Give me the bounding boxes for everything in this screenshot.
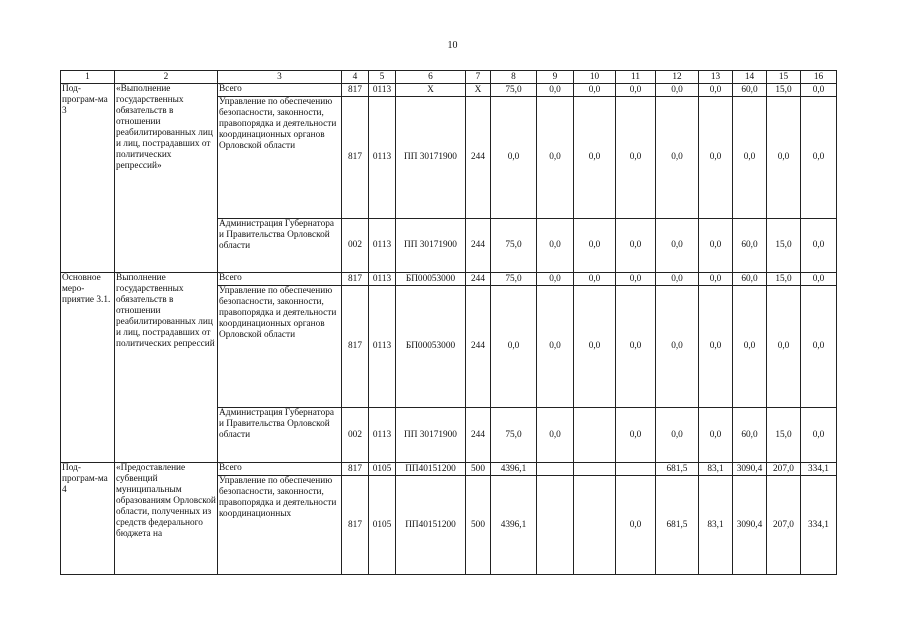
grbs-code: 817 <box>342 84 369 97</box>
expense-type: Х <box>466 84 491 97</box>
value-cell: 15,0 <box>767 273 801 286</box>
target-code: ПП40151200 <box>396 476 466 575</box>
value-cell: 75,0 <box>491 408 537 463</box>
grbs-code: 817 <box>342 97 369 219</box>
value-cell: 0,0 <box>616 476 656 575</box>
value-cell: 0,0 <box>574 97 616 219</box>
value-cell <box>574 408 616 463</box>
program-name: «Выполнение государственных обязательств в отношении реабилитированных лиц и лиц, пострадавших от политических репрессий» <box>115 84 218 273</box>
expense-type: 244 <box>466 97 491 219</box>
value-cell: 0,0 <box>491 97 537 219</box>
value-cell: 0,0 <box>616 286 656 408</box>
value-cell: 0,0 <box>733 286 767 408</box>
value-cell <box>574 476 616 575</box>
value-cell: 0,0 <box>537 273 574 286</box>
value-cell <box>616 463 656 476</box>
value-cell: 0,0 <box>574 219 616 273</box>
value-cell: 0,0 <box>656 286 699 408</box>
column-number: 12 <box>656 71 699 84</box>
column-number: 4 <box>342 71 369 84</box>
value-cell: 60,0 <box>733 273 767 286</box>
executor: Управление по обеспечению безопасности, законности, правопорядка и деятельности координационных органов Орловской области <box>218 97 342 219</box>
value-cell: 0,0 <box>616 219 656 273</box>
value-cell: 0,0 <box>767 97 801 219</box>
value-cell: 15,0 <box>767 84 801 97</box>
value-cell: 0,0 <box>801 273 837 286</box>
value-cell: 0,0 <box>537 97 574 219</box>
grbs-code: 817 <box>342 286 369 408</box>
value-cell: 75,0 <box>491 219 537 273</box>
value-cell: 0,0 <box>699 97 733 219</box>
table-row <box>61 273 837 286</box>
value-cell <box>574 463 616 476</box>
value-cell: 3090,4 <box>733 476 767 575</box>
value-cell: 0,0 <box>699 84 733 97</box>
value-cell: 75,0 <box>491 273 537 286</box>
value-cell: 0,0 <box>491 286 537 408</box>
value-cell: 60,0 <box>733 408 767 463</box>
value-cell: 0,0 <box>537 286 574 408</box>
column-number: 8 <box>491 71 537 84</box>
value-cell: 0,0 <box>801 84 837 97</box>
column-number: 11 <box>616 71 656 84</box>
value-cell: 0,0 <box>656 97 699 219</box>
value-cell: 0,0 <box>767 286 801 408</box>
value-cell: 0,0 <box>733 97 767 219</box>
value-cell <box>537 463 574 476</box>
value-cell: 0,0 <box>801 219 837 273</box>
value-cell: 0,0 <box>656 408 699 463</box>
value-cell: 681,5 <box>656 476 699 575</box>
value-cell: 681,5 <box>656 463 699 476</box>
expense-type: 500 <box>466 463 491 476</box>
section-code: 0113 <box>369 84 396 97</box>
executor: Всего <box>218 84 342 97</box>
value-cell: 83,1 <box>699 476 733 575</box>
value-cell: 0,0 <box>574 286 616 408</box>
target-code: ПП 30171900 <box>396 219 466 273</box>
value-cell: 334,1 <box>801 463 837 476</box>
program-name: Выполнение государственных обязательств в отношении реабилитированных лиц и лиц, пострадавших от политических репрессий <box>115 273 218 463</box>
program-label: Под-програм-ма 3 <box>61 84 115 273</box>
value-cell: 207,0 <box>767 463 801 476</box>
value-cell: 0,0 <box>656 219 699 273</box>
grbs-code: 817 <box>342 273 369 286</box>
value-cell: 0,0 <box>616 84 656 97</box>
value-cell: 0,0 <box>537 408 574 463</box>
value-cell: 0,0 <box>801 408 837 463</box>
section-code: 0113 <box>369 219 396 273</box>
value-cell: 4396,1 <box>491 463 537 476</box>
table-row <box>61 84 837 97</box>
value-cell: 83,1 <box>699 463 733 476</box>
grbs-code: 002 <box>342 408 369 463</box>
executor: Администрация Губернатора и Правительства Орловской области <box>218 219 342 273</box>
grbs-code: 817 <box>342 463 369 476</box>
column-number: 13 <box>699 71 733 84</box>
executor: Всего <box>218 273 342 286</box>
value-cell: 0,0 <box>537 84 574 97</box>
expense-type: 244 <box>466 219 491 273</box>
column-number: 3 <box>218 71 342 84</box>
column-number: 6 <box>396 71 466 84</box>
grbs-code: 002 <box>342 219 369 273</box>
section-code: 0113 <box>369 97 396 219</box>
expense-type: 244 <box>466 408 491 463</box>
target-code: БП00053000 <box>396 273 466 286</box>
value-cell: 334,1 <box>801 476 837 575</box>
expense-type: 244 <box>466 273 491 286</box>
section-code: 0113 <box>369 273 396 286</box>
column-number: 16 <box>801 71 837 84</box>
program-name: «Предоставление субвенций муниципальным образованиям Орловской области, полученных из средств федерального бюджета на <box>115 463 218 575</box>
page-number: 10 <box>447 40 458 51</box>
target-code: БП00053000 <box>396 286 466 408</box>
expense-type: 500 <box>466 476 491 575</box>
expense-type: 244 <box>466 286 491 408</box>
value-cell: 0,0 <box>616 97 656 219</box>
executor: Администрация Губернатора и Правительства Орловской области <box>218 408 342 463</box>
value-cell: 0,0 <box>616 273 656 286</box>
value-cell: 0,0 <box>801 286 837 408</box>
section-code: 0113 <box>369 286 396 408</box>
target-code: ПП40151200 <box>396 463 466 476</box>
section-code: 0113 <box>369 408 396 463</box>
table-row <box>61 463 837 476</box>
value-cell: 0,0 <box>537 219 574 273</box>
value-cell: 0,0 <box>656 273 699 286</box>
value-cell: 0,0 <box>699 219 733 273</box>
value-cell: 15,0 <box>767 219 801 273</box>
column-number: 15 <box>767 71 801 84</box>
value-cell: 4396,1 <box>491 476 537 575</box>
column-number: 5 <box>369 71 396 84</box>
executor: Управление по обеспечению безопасности, законности, правопорядка и деятельности координационных <box>218 476 342 575</box>
budget-table <box>60 70 837 575</box>
program-label: Под-програм-ма 4 <box>61 463 115 575</box>
column-number: 2 <box>115 71 218 84</box>
target-code: ПП 30171900 <box>396 408 466 463</box>
program-label: Основное меро-приятие 3.1. <box>61 273 115 463</box>
value-cell: 60,0 <box>733 219 767 273</box>
column-number: 10 <box>574 71 616 84</box>
value-cell <box>537 476 574 575</box>
target-code: ПП 30171900 <box>396 97 466 219</box>
value-cell: 207,0 <box>767 476 801 575</box>
value-cell: 0,0 <box>656 84 699 97</box>
value-cell: 0,0 <box>616 408 656 463</box>
value-cell: 60,0 <box>733 84 767 97</box>
executor: Всего <box>218 463 342 476</box>
value-cell: 0,0 <box>699 286 733 408</box>
column-number-row <box>61 71 837 84</box>
section-code: 0105 <box>369 476 396 575</box>
column-number: 7 <box>466 71 491 84</box>
column-number: 14 <box>733 71 767 84</box>
value-cell: 0,0 <box>699 273 733 286</box>
column-number: 9 <box>537 71 574 84</box>
value-cell: 0,0 <box>574 84 616 97</box>
value-cell: 15,0 <box>767 408 801 463</box>
value-cell: 0,0 <box>699 408 733 463</box>
column-number: 1 <box>61 71 115 84</box>
value-cell: 0,0 <box>801 97 837 219</box>
executor: Управление по обеспечению безопасности, законности, правопорядка и деятельности координационных органов Орловской области <box>218 286 342 408</box>
section-code: 0105 <box>369 463 396 476</box>
target-code: Х <box>396 84 466 97</box>
value-cell: 75,0 <box>491 84 537 97</box>
value-cell: 0,0 <box>574 273 616 286</box>
grbs-code: 817 <box>342 476 369 575</box>
value-cell: 3090,4 <box>733 463 767 476</box>
